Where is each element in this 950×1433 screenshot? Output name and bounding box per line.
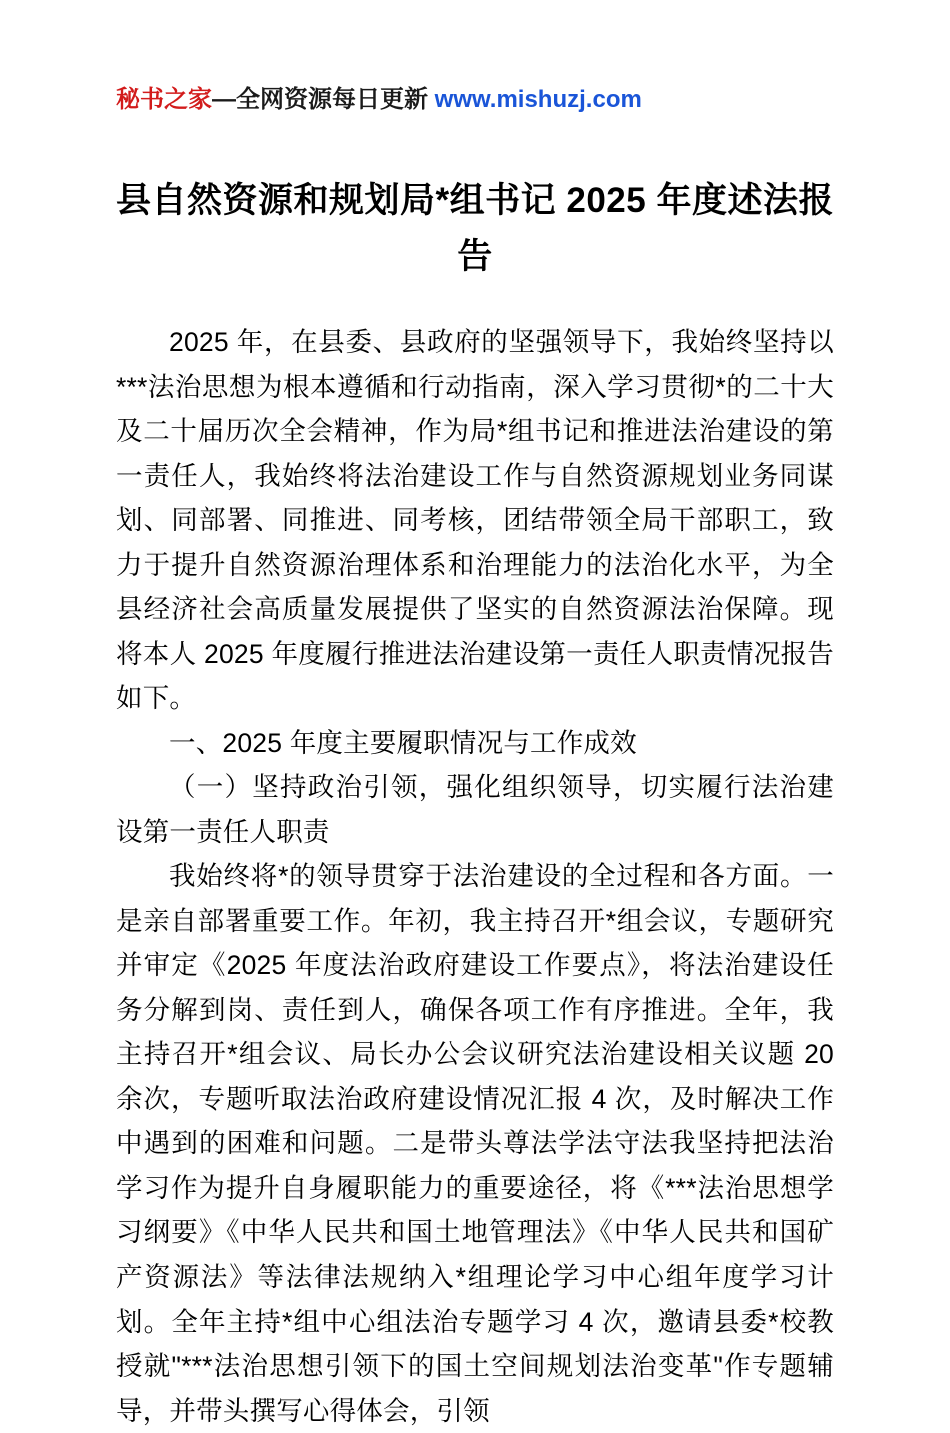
watermark-brand: 秘书之家 xyxy=(116,86,212,113)
paragraph-section-heading-1: 一、2025 年度主要履职情况与工作成效 xyxy=(169,727,637,758)
page-title: 县自然资源和规划局*组书记 2025 年度述法报告 xyxy=(116,180,834,277)
paragraph-subsection-heading-1: （一）坚持政治引领，强化组织领导，切实履行法治建设第一责任人职责 xyxy=(116,772,834,847)
watermark-tagline: —全网资源每日更新 xyxy=(212,86,435,113)
paragraph-body-1: 我始终将*的领导贯穿于法治建设的全过程和各方面。一是亲自部署重要工作。年初，我主持召开*组会议，专题研究并审定《2025 年度法治政府建设工作要点》，将法治建设任务分解到岗、责任到人，确保各项工作有序推进。全年，我主持召开*组会议、局长办公会议研究法治建设相关议题 20 余次，专题听取法治政府建设情况汇报 4 次，及时解决工作中遇到的困难和问题。二是带头尊法学法守法我坚持把法治学习作为提升自身履职能力的重要途径，将《***法治思想学习纲要》《中华人民共和国土地管理法》《中华人民共和国矿产资源法》等法律法规纳入*组理论学习中心组年度学习计划。全年主持*组中心组法治专题学习 4 次，邀请县委*校教授就"***法治思想引领下的国土空间规划法治变革"作专题辅导，并带头撰写心得体会，引领 xyxy=(116,861,834,1426)
site-watermark xyxy=(116,86,834,115)
paragraph-intro: 2025 年，在县委、县政府的坚强领导下，我始终坚持以***法治思想为根本遵循和行动指南，深入学习贯彻*的二十大及二十届历次全会精神，作为局*组书记和推进法治建设的第一责任人，我始终将法治建设工作与自然资源规划业务同谋划、同部署、同推进、同考核，团结带领全局干部职工，致力于提升自然资源治理体系和治理能力的法治化水平，为全县经济社会高质量发展提供了坚实的自然资源法治保障。现将本人 2025 年度履行推进法治建设第一责任人职责情况报告如下。 xyxy=(116,327,834,714)
watermark-url[interactable]: www.mishuzj.com xyxy=(434,86,642,113)
document-page xyxy=(0,86,950,1430)
document-body xyxy=(116,320,834,1433)
